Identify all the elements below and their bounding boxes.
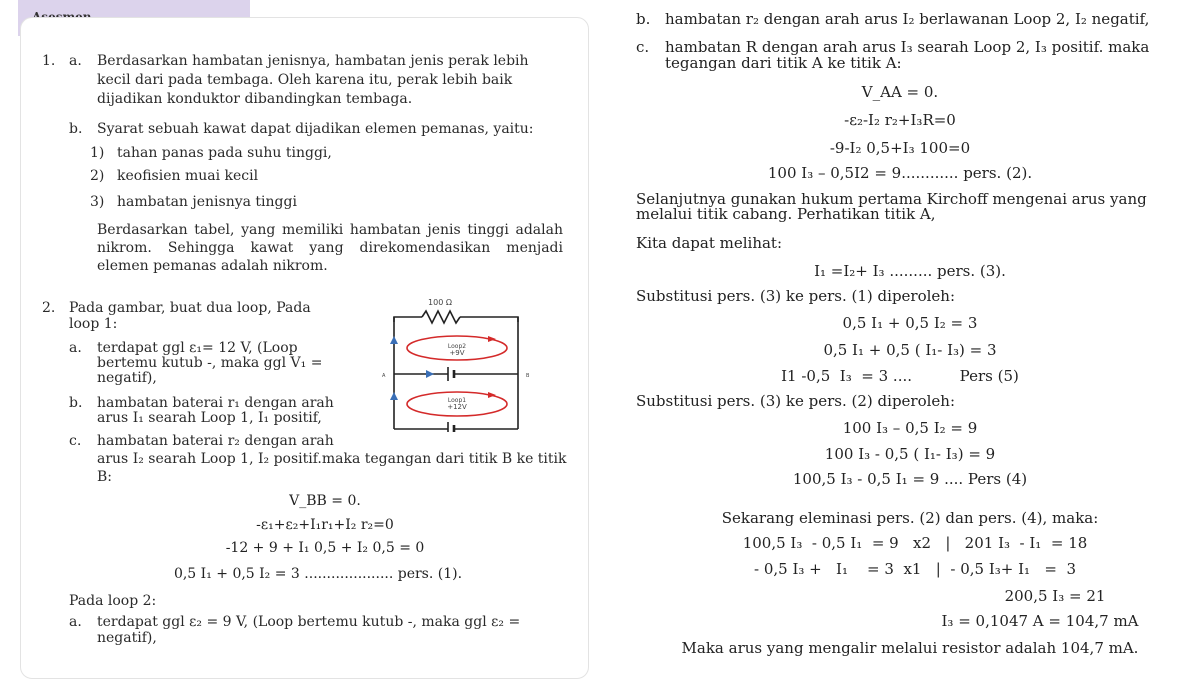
r-result: I₃ = 0,1047 A = 104,7 mA <box>941 612 1139 630</box>
r-subst2: Substitusi pers. (3) ke pers. (2) diperoleh: <box>636 392 956 410</box>
point-a-label: A <box>382 373 386 379</box>
r-subst1: Substitusi pers. (3) ke pers. (1) diperoleh: <box>636 287 956 305</box>
req-3-num: 3) <box>90 194 105 210</box>
r-eq3-line-2: 100 I₃ - 0,5 ( I₁- I₃) = 9 <box>824 445 996 463</box>
q2-c-line-1: hambatan baterai r₂ dengan arah <box>97 433 334 449</box>
current-arrow-left-bottom-icon <box>390 392 398 400</box>
q1-a-label: a. <box>69 53 82 69</box>
r-eq-vaa: V_AA = 0. <box>861 83 939 101</box>
q2-b-line-2: arus I₁ searah Loop 1, I₁ positif, <box>97 410 322 426</box>
loop1-label: Loop1 <box>447 397 467 404</box>
current-arrow-middle-icon <box>426 370 434 378</box>
q2-eq-loop1-values: -12 + 9 + I₁ 0,5 + I₂ 0,5 = 0 <box>225 540 425 556</box>
q2-eq-pers1: 0,5 I₁ + 0,5 I₂ = 3 .................... pers. (1). <box>173 566 463 582</box>
loop2-a-line-1: terdapat ggl ε₂ = 9 V, (Loop bertemu kutub -, maka ggl ε₂ = <box>97 614 521 630</box>
circuit-diagram <box>372 292 532 432</box>
r-eq-loop2-sum: -ε₂-I₂ r₂+I₃R=0 <box>844 111 956 129</box>
r-b-text: hambatan r₂ dengan arah arus I₂ berlawanan Loop 2, I₂ negatif, <box>665 10 1150 28</box>
r-eq-pers2: 100 I₃ – 0,5I2 = 9............ pers. (2). <box>767 164 1033 182</box>
loop2-emf-label: +9V <box>449 349 465 357</box>
q2-b-line-1: hambatan baterai r₁ dengan arah <box>97 395 334 411</box>
current-arrow-left-top-icon <box>390 336 398 344</box>
q2-eq-loop1-sum: -ε₁+ε₂+I₁r₁+I₂ r₂=0 <box>256 517 394 533</box>
r-eq2-line-1: 0,5 I₁ + 0,5 I₂ = 3 <box>842 314 978 332</box>
r-eq-loop2-values: -9-I₂ 0,5+I₃ 100=0 <box>829 139 971 157</box>
q2-c-line-2: arus I₂ searah Loop 1, I₂ positif.maka tegangan dari titik B ke titik <box>97 451 567 467</box>
req-1-num: 1) <box>90 145 105 161</box>
resistor-zigzag <box>422 311 460 323</box>
loop2-a-label: a. <box>69 614 82 630</box>
q2-b-label: b. <box>69 395 83 411</box>
q2-a-label: a. <box>69 340 82 356</box>
loop2-a-line-2: negatif), <box>97 630 157 646</box>
wire-top-left <box>394 317 422 322</box>
r-elim-title: Sekarang eleminasi pers. (2) dan pers. (4), maka: <box>721 509 1099 527</box>
q2-eq-vbb: V_BB = 0. <box>289 493 361 509</box>
q1-conclusion-line-3: elemen pemanas adalah nikrom. <box>97 258 328 274</box>
q1-a-line-2: kecil dari pada tembaga. Oleh karena itu, perak lebih baik <box>97 72 513 88</box>
r-elim-row-1: 100,5 I₃ - 0,5 I₁ = 9 x2 | 201 I₃ - I₁ = 18 <box>742 534 1088 552</box>
req-1-text: tahan panas pada suhu tinggi, <box>117 145 332 161</box>
q2-number: 2. <box>42 300 56 316</box>
r-eq2-line-2: 0,5 I₁ + 0,5 ( I₁- I₃) = 3 <box>823 341 997 359</box>
r-c-line-1: hambatan R dengan arah arus I₃ searah Loop 2, I₃ positif. maka <box>665 38 1150 56</box>
loop2-label: Loop2 <box>447 343 467 350</box>
loop1-arrow-icon <box>488 392 496 398</box>
q2-c-line-3: B: <box>97 469 113 485</box>
q1-b-text: Syarat sebuah kawat dapat dijadikan elemen pemanas, yaitu: <box>97 121 534 137</box>
r-c-label: c. <box>636 38 650 56</box>
q1-a-line-1: Berdasarkan hambatan jenisnya, hambatan jenis perak lebih <box>97 53 529 69</box>
req-2-num: 2) <box>90 168 105 184</box>
q2-c-label: c. <box>69 433 82 449</box>
r-eq3-line-1: 100 I₃ – 0,5 I₂ = 9 <box>842 419 978 437</box>
wire-top-right <box>460 317 518 322</box>
point-b-label: B <box>526 373 530 379</box>
q1-number: 1. <box>42 53 56 69</box>
q2-intro-line-1: Pada gambar, buat dua loop, Pada <box>69 300 311 316</box>
r-final: Maka arus yang mengalir melalui resistor adalah 104,7 mA. <box>681 639 1139 657</box>
q1-a-line-3: dijadikan konduktor dibandingkan tembaga. <box>97 91 413 107</box>
loop1-emf-label: +12V <box>447 403 467 411</box>
r-elim-row-2: - 0,5 I₃ + I₁ = 3 x1 | - 0,5 I₃+ I₁ = 3 <box>754 560 1076 578</box>
q1-conclusion-line-1: Berdasarkan tabel, yang memiliki hambatan jenis tinggi adalah <box>97 222 563 238</box>
r-eq3-line-3: 100,5 I₃ - 0,5 I₁ = 9 .... Pers (4) <box>792 470 1028 488</box>
r-c-line-2: tegangan dari titik A ke titik A: <box>665 54 902 72</box>
loop2-arrow-icon <box>488 336 496 342</box>
r-eq-pers3: I₁ =I₂+ I₃ ......... pers. (3). <box>814 262 1006 280</box>
q2-a-line-1: terdapat ggl ε₁= 12 V, (Loop <box>97 340 298 356</box>
r-kita: Kita dapat melihat: <box>636 234 783 252</box>
r-kirchoff-line-2: melalui titik cabang. Perhatikan titik A, <box>636 205 936 223</box>
r-elim-sum: 200,5 I₃ = 21 <box>1004 587 1106 605</box>
r-b-label: b. <box>636 10 651 28</box>
req-2-text: keofisien muai kecil <box>117 168 259 184</box>
q1-b-label: b. <box>69 121 83 137</box>
r-kirchoff-line-1: Selanjutnya gunakan hukum pertama Kirchoff mengenai arus yang <box>636 190 1147 208</box>
resistor-label: 100 Ω <box>428 298 452 307</box>
r-eq2-line-3: I1 -0,5 I₃ = 3 .... Pers (5) <box>781 367 1019 385</box>
q1-conclusion-line-2: nikrom. Sehingga kawat yang direkomendasikan menjadi <box>97 240 563 256</box>
q2-a-line-3: negatif), <box>97 370 157 386</box>
q2-a-line-2: bertemu kutub -, maka ggl V₁ = <box>97 355 323 371</box>
loop2-title: Pada loop 2: <box>69 593 157 609</box>
q2-intro-line-2: loop 1: <box>69 316 118 332</box>
req-3-text: hambatan jenisnya tinggi <box>117 194 297 210</box>
